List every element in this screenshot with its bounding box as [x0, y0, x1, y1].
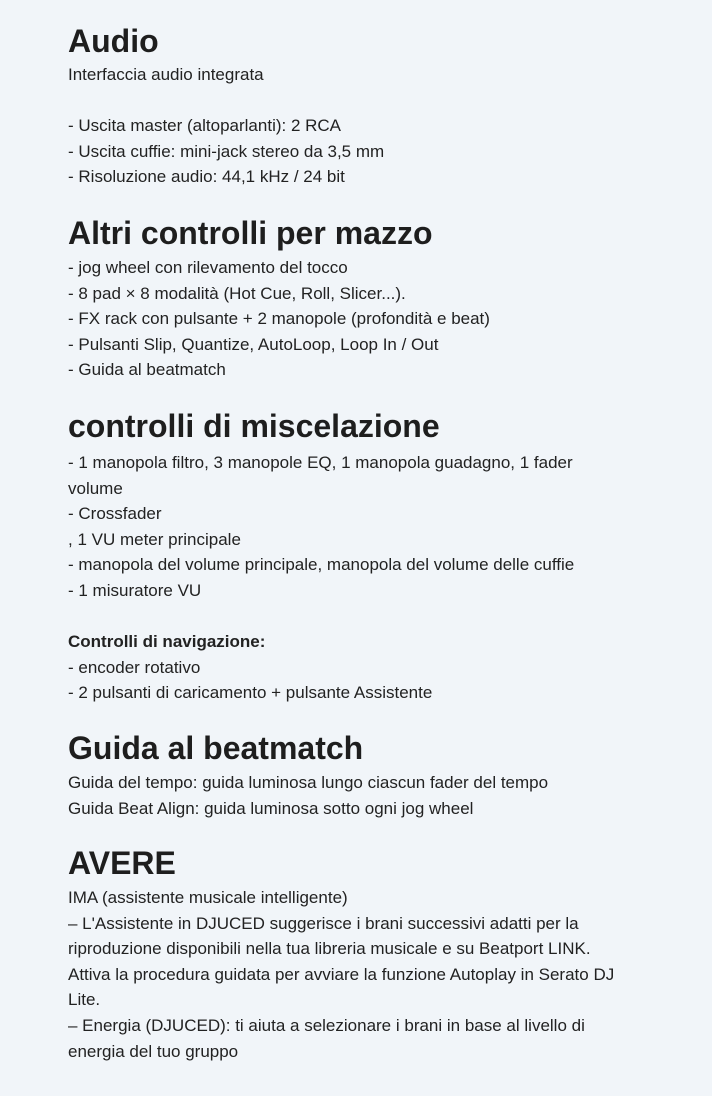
section-heading-beatmatch-guide: Guida al beatmatch	[68, 730, 364, 766]
body-line: IMA (assistente musicale intelligente)	[68, 888, 348, 907]
body-line: - Uscita cuffie: mini-jack stereo da 3,5 mm	[68, 141, 385, 161]
subsection-title-navigation: Controlli di navigazione:	[68, 632, 266, 652]
body-line: – Energia (DJUCED): ti aiuta a selezionare i brani in base al livello di energia del tuo gruppo	[68, 1015, 585, 1061]
section-heading-audio: Audio	[68, 23, 159, 59]
section-heading-avere: AVERE	[68, 845, 176, 881]
body-line: Guida Beat Align: guida luminosa sotto ogni jog wheel	[68, 798, 474, 818]
body-line: - manopola del volume principale, manopola del volume delle cuffie	[68, 555, 575, 575]
body-line: Interfaccia audio integrata	[68, 65, 264, 84]
body-line: , 1 VU meter principale	[68, 529, 241, 549]
blank-line	[68, 88, 668, 114]
body-line: - 8 pad × 8 modalità (Hot Cue, Roll, Slicer...).	[68, 283, 406, 303]
body-line: - 1 manopola filtro, 3 manopole EQ, 1 manopola guadagno, 1 fader volume	[68, 453, 573, 498]
body-line: - FX rack con pulsante + 2 manopole (profondità e beat)	[68, 309, 490, 329]
section-body-deck-controls	[68, 255, 668, 383]
section-body-beatmatch-guide	[68, 770, 668, 821]
section-body-audio	[68, 62, 668, 190]
blank-line	[68, 604, 628, 630]
body-line: - Crossfader	[68, 504, 162, 524]
body-line: - Risoluzione audio: 44,1 kHz / 24 bit	[68, 167, 345, 187]
body-line: - 1 misuratore VU	[68, 580, 202, 600]
section-heading-deck-controls: Altri controlli per mazzo	[68, 215, 433, 251]
body-line: - 2 pulsanti di caricamento + pulsante Assistente	[68, 683, 433, 703]
body-line: - Pulsanti Slip, Quantize, AutoLoop, Loop In / Out	[68, 334, 439, 354]
body-line: - Uscita master (altoparlanti): 2 RCA	[68, 116, 342, 136]
section-body-mixer-controls	[68, 450, 628, 706]
body-line: – L'Assistente in DJUCED suggerisce i brani successivi adatti per la riproduzione disponibili nella tua libreria musicale e su Beatport LINK. Attiva la procedura guidata per avviare la funzione Autoplay in Serato DJ Lite.	[68, 913, 615, 1010]
section-body-avere	[68, 885, 628, 1064]
body-line: - jog wheel con rilevamento del tocco	[68, 258, 348, 277]
section-heading-mixer-controls: controlli di miscelazione	[68, 408, 440, 444]
body-line: - encoder rotativo	[68, 657, 201, 677]
body-line: Guida del tempo: guida luminosa lungo ciascun fader del tempo	[68, 773, 549, 792]
body-line: - Guida al beatmatch	[68, 360, 226, 380]
